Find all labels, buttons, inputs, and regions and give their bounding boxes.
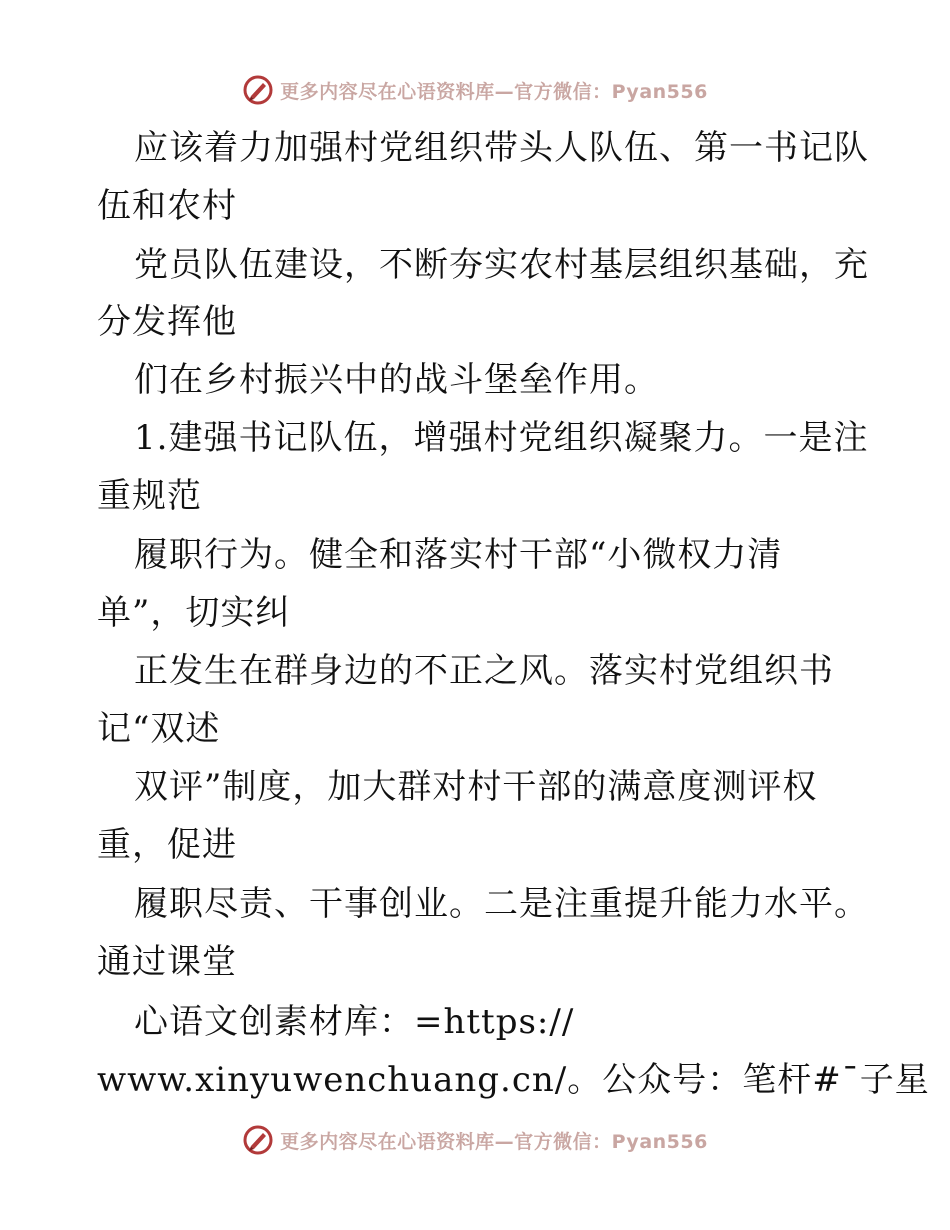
pen-logo-icon	[242, 1124, 274, 1156]
text-line: 双评”制度，加大群对村干部的满意度测评权	[134, 767, 818, 807]
text-line: 们在乡村振兴中的战斗堡垒作用。	[134, 360, 659, 400]
text-line: 1.建强书记队伍，增强村党组织凝聚力。一是注	[134, 418, 869, 458]
text-line: 党员队伍建设，不断夯实农村基层组织基础，充	[134, 245, 869, 285]
text-line: 重，促进	[97, 825, 237, 865]
text-line: 重规范	[97, 476, 202, 516]
text-line: 分发挥他	[97, 302, 237, 342]
header-banner-text: 更多内容尽在心语资料库—官方微信：Pyan556	[280, 80, 708, 103]
text-line: 单”，切实纠	[97, 593, 291, 633]
text-line: 正发生在群身边的不正之风。落实村党组织书	[134, 651, 834, 691]
text-line: www.xinyuwenchuang.cn/。公众号：笔杆#¯子星	[97, 1060, 930, 1100]
text-line: 通过课堂	[97, 942, 237, 982]
text-line: 伍和农村	[97, 186, 237, 226]
text-line: 记“双述	[97, 709, 221, 749]
text-line: 履职行为。健全和落实村干部“小微权力清	[134, 535, 783, 575]
text-line: 心语文创素材库：=https://	[134, 1002, 575, 1042]
footer-banner-text: 更多内容尽在心语资料库—官方微信：Pyan556	[280, 1130, 708, 1153]
text-line: 履职尽责、干事创业。二是注重提升能力水平。	[134, 884, 869, 924]
footer-banner	[0, 1120, 950, 1160]
text-line: 应该着力加强村党组织带头人队伍、第一书记队	[134, 128, 869, 168]
